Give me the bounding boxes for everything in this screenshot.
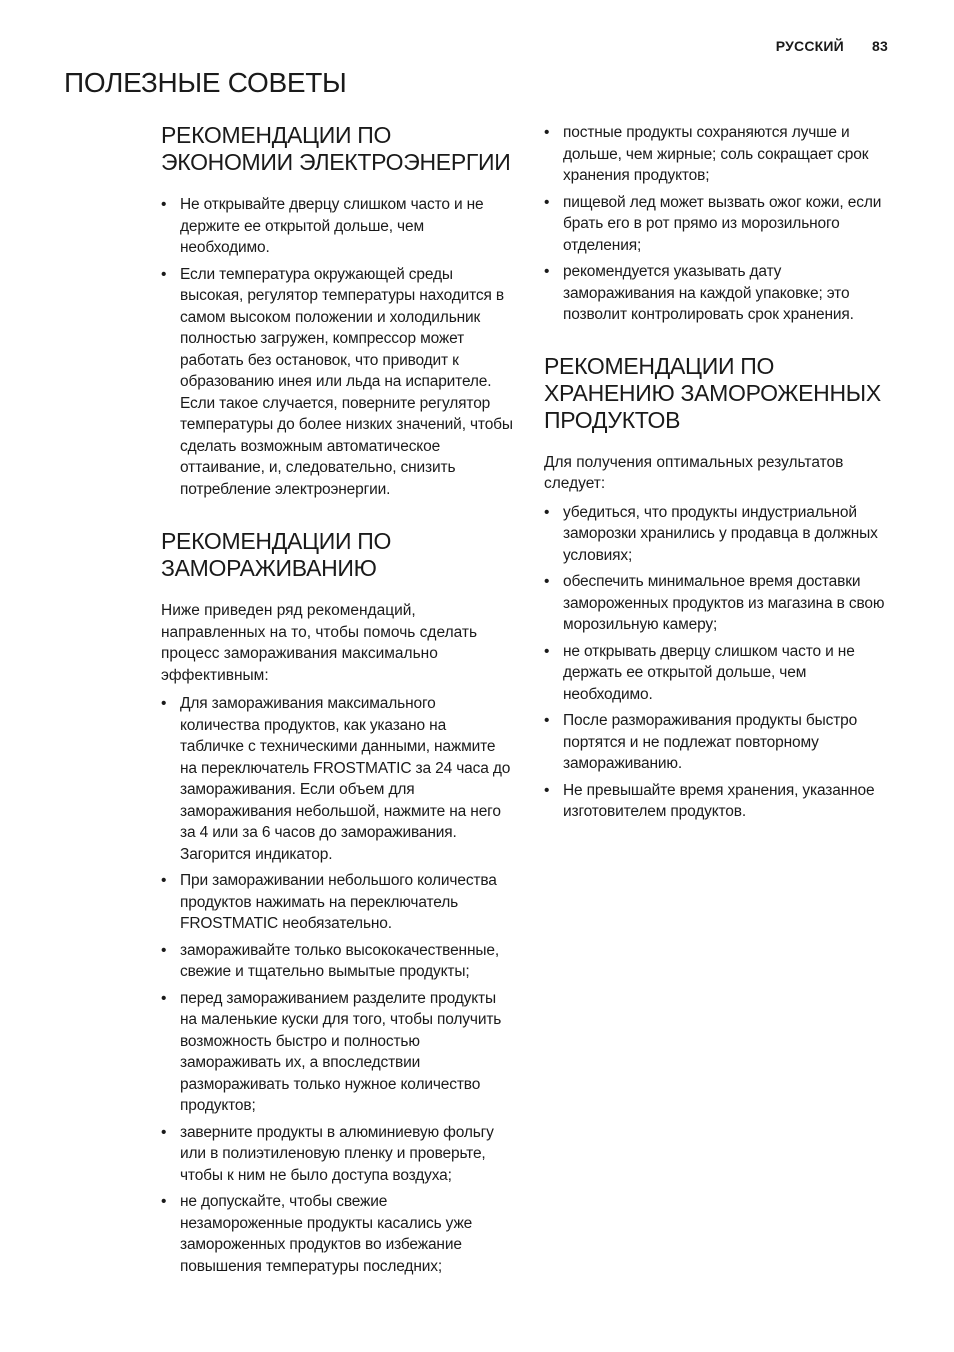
list-item-text: постные продукты сохраняются лучше и дольше, чем жирные; соль сокращает срок хранения продуктов; [563,124,869,184]
right-column [544,122,896,828]
storage-tips-list [544,502,896,823]
list-item [161,1191,513,1277]
section-heading-freezing: РЕКОМЕНДАЦИИ ПО ЗАМОРАЖИВАНИЮ [161,528,392,581]
list-item-text: обеспечить минимальное время доставки замороженных продуктов из магазина в свою морозильную камеру; [563,573,885,633]
list-item-text: пищевой лед может вызвать ожог кожи, если брать его в рот прямо из морозильного отделения; [563,193,882,254]
list-item-text: рекомендуется указывать дату замораживания на каждой упаковке; это позволит контролировать срок хранения. [563,263,854,323]
list-item-text: заверните продукты в алюминиевую фольгу или в полиэтиленовую пленку и проверьте, чтобы к ним не было доступа воздуха; [180,1123,494,1184]
bullet-icon: • [161,265,167,283]
list-item-text: убедиться, что продукты индустриальной заморозки хранились у продавца в должных условиях; [563,503,878,564]
bullet-icon: • [544,781,550,799]
list-item [161,693,513,865]
page-number: 83 [872,38,888,54]
list-item-text: Не превышайте время хранения, указанное изготовителем продуктов. [563,781,875,820]
list-item [544,780,896,823]
list-item-text: не допускайте, чтобы свежие незамороженные продукты касались уже замороженных продуктов во избежание повышения температуры последних; [180,1193,473,1275]
list-item [544,641,896,706]
bullet-icon: • [544,503,550,521]
bullet-icon: • [161,1193,167,1210]
list-item [161,1122,513,1187]
list-item [544,261,896,326]
bullet-icon: • [161,196,167,213]
left-column [161,122,513,1282]
list-item [544,502,896,567]
list-item-text: Не открывайте дверцу слишком часто и не держите ее открытой дольше, чем необходимо. [180,196,484,256]
list-item [544,192,896,257]
bullet-icon: • [544,124,550,141]
list-item-text: Для замораживания максимального количества продуктов, как указано на табличке с техническими данными, нажмите на переключатель FROSTMATIC за 24 часа до замораживания. Если объем для замораживания небольшой, нажмите на него за 4 или за 6 часов до замораживания. Загорится индикатор. [180,695,511,863]
bullet-icon: • [544,712,550,729]
list-item-text: При замораживании небольшого количества продуктов нажимать на переключатель FROSTMATIC необязательно. [180,872,497,932]
list-item [161,194,513,259]
freezing-intro: Ниже приведен ряд рекомендаций, направленных на то, чтобы помочь сделать процесс замораживания максимально эффективным: [161,602,478,684]
list-item [544,571,896,636]
list-item [544,122,896,187]
bullet-icon: • [544,263,550,280]
language-label: РУССКИЙ [775,38,844,54]
bullet-icon: • [161,872,167,889]
freezing-tips-list [161,693,513,1277]
section-heading-energy: РЕКОМЕНДАЦИИ ПО ЭКОНОМИИ ЭЛЕКТРОЭНЕРГИИ [161,122,511,175]
running-head [776,38,888,54]
list-item [161,940,513,983]
list-item-text: Если температура окружающей среды высокая, регулятор температуры находится в самом высоком положении и холодильник полностью загружен, компрессор может работать без остановок, что приводит к образованию инея или льда на испарителе. Если такое случается, поверните регулятор температуры до более низких значений, чтобы сделать возможным автоматическое оттаивание, и, следовательно, снизить потребление электроэнергии. [180,265,513,498]
energy-tips-list [161,194,513,500]
list-item [161,264,513,501]
bullet-icon: • [544,573,550,590]
bullet-icon: • [161,1123,167,1141]
storage-intro: Для получения оптимальных результатов следует: [544,453,844,492]
bullet-icon: • [161,989,167,1007]
list-item-text: После размораживания продукты быстро портятся и не подлежат повторному замораживанию. [563,712,858,772]
list-item [161,870,513,935]
bullet-icon: • [161,695,167,712]
list-item [544,710,896,775]
freezing-tips-list-continued [544,122,896,326]
bullet-icon: • [161,941,167,959]
list-item-text: замораживайте только высококачественные, свежие и тщательно вымытые продукты; [180,941,499,980]
section-heading-storage: РЕКОМЕНДАЦИИ ПО ХРАНЕНИЮ ЗАМОРОЖЕННЫХ ПРОДУКТОВ [544,352,881,433]
list-item-text: не открывать дверцу слишком часто и не держать ее открытой дольше, чем необходимо. [563,642,855,703]
list-item [161,988,513,1117]
bullet-icon: • [544,642,550,660]
list-item-text: перед замораживанием разделите продукты на маленькие куски для того, чтобы получить возможность быстро и полностью замораживать их, а впоследствии размораживать только нужное количество продуктов; [180,989,502,1114]
bullet-icon: • [544,193,550,211]
page-title: ПОЛЕЗНЫЕ СОВЕТЫ [64,67,347,98]
